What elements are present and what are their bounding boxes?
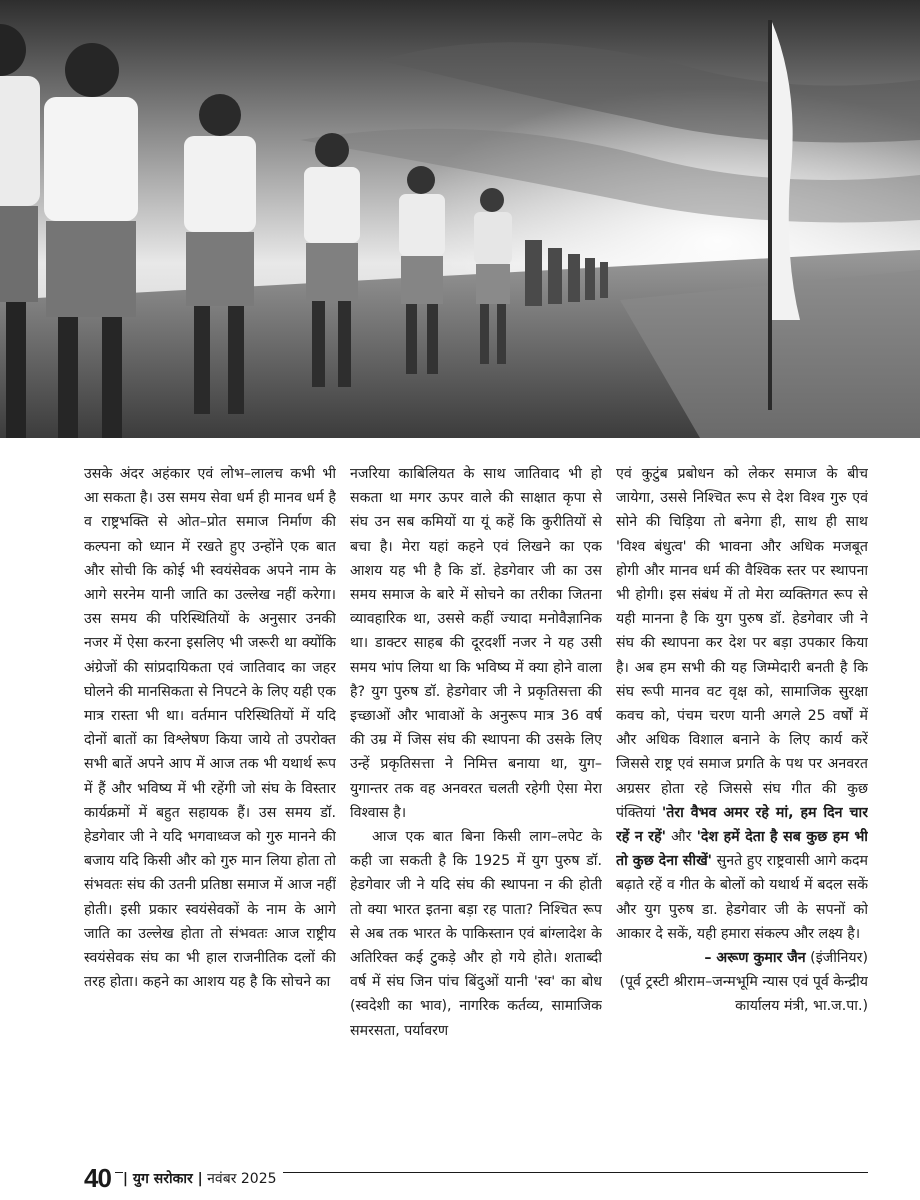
article-columns	[84, 462, 868, 1154]
article-text: एवं कुटुंब प्रबोधन को लेकर समाज के बीच जायेगा, उससे निश्चित रूप से देश विश्व गुरु एवं सोने की चिड़िया तो बनेगा ही, साथ ही साथ 'विश्व बंधुत्व' की भावना और अधिक मजबूत होगी और मानव धर्म की वैश्विक स्तर पर स्थापना भी होगी। इस संबंध में तो मेरा व्यक्तिगत रूप से यही मानना है कि युग पुरुष डॉ. हेडगेवार जी ने संघ की स्थापना कर देश पर बड़ा उपकार किया है। अब हम सभी की यह जिम्मेदारी बनती है कि संघ रूपी मानव वट वृक्ष को, सामाजिक सुरक्षा कवच को, पंचम चरण यानी अगले 25 वर्षों में और अधिक विशाल बनाने के लिए कार्य करें जिससे राष्ट्र एवं समाज प्रगति के पथ पर अनवरत अग्रसर होता रहे जिससे संघ गीत की कुछ पंक्तियां	[616, 466, 868, 821]
page-number: 40	[84, 1163, 115, 1194]
header-photo	[0, 0, 920, 438]
author-signature	[616, 946, 868, 970]
article-text: और	[666, 829, 697, 846]
article-paragraph: नजरिया काबिलियत के साथ जातिवाद भी हो सकता था मगर ऊपर वाले की साक्षात कृपा से संघ उन सब कमियों या यूं कहें कि कुरीतियों से बचा है। मेरा यहां कहने एवं लिखने का एक आशय यह भी है कि डॉ. हेडगेवार जी का उस समय समाज के बारे में सोचने का तरीका जितना व्यावहारिक था, उससे कहीं ज्यादा मनोवैज्ञानिक था। डाक्टर साहब की दूरदर्शी नजर ने यह उसी समय भांप लिया था कि भविष्य में क्या होने वाला है? युग पुरुष डॉ. हेडगेवार जी ने प्रकृतिसत्ता की इच्छाओं और भावाओं के अनुरूप मात्र 36 वर्ष की उम्र में जिस संघ की स्थापना की उसके लिए उन्हें प्रकृतिसत्ता ने निमित्त बनाया था, युग–युगान्तर तक वह अनवरत चलती रहेगी ऐसा मेरा विश्वास है।	[350, 466, 602, 821]
publication-name: | युग सरोकार |	[122, 1170, 203, 1187]
article-column-2	[350, 462, 602, 1154]
article-column-1	[84, 462, 336, 1154]
issue-date: नवंबर 2025	[207, 1170, 277, 1187]
page-footer	[84, 1158, 283, 1198]
article-paragraph: उसके अंदर अहंकार एवं लोभ–लालच कभी भी आ सकता है। उस समय सेवा धर्म ही मानव धर्म है व राष्ट्रभक्ति से ओत–प्रोत समाज निर्माण की कल्पना को ध्यान में रखते हुए उन्होंने एक बात और सोची कि कोई भी स्वयंसेवक अपने नाम के आगे सरनेम यानी जाति का उल्लेख नहीं करेगा। उस समय की परिस्थितियों के अनुसार उनकी नजर में ऐसा करना इसलिए भी जरूरी था क्योंकि अंग्रेजों की सांप्रदायिकता एवं जातिवाद का जहर घोलने की मानसिकता से निपटने के लिए यही एक मात्र रास्ता भी था। वर्तमान परिस्थितियों में यदि दोनों बातों का विश्लेषण किया जाये तो उपरोक्त सभी बातें अपने आप में आज तक भी यथार्थ रूप में हैं और भविष्य में भी रहेंगी जो संघ के विस्तार कार्यक्रमों में बहुत सहायक हैं। उस समय डॉ. हेडगेवार जी ने यदि भगवाध्वज को गुरु मानने की बजाय यदि किसी और को गुरु मान लिया होता तो संभवतः संघ की उतनी प्रतिष्ठा समाज में आज नहीं होती। इसी प्रकार स्वयंसेवकों के नाम के आगे जाति का उल्लेख होता तो संभवतः आज राष्ट्रीय स्वयंसेवक संघ का भी हाल राजनीतिक दलों की तरह होता। कहने का आशय यह है कि सोचने का	[84, 466, 336, 991]
footer-info	[123, 1169, 283, 1188]
article-column-3	[616, 462, 868, 1154]
song-quote-1: 'तेरा वैभव अमर रहे मां, हम दिन चार रहें न रहें'	[616, 804, 868, 846]
author-role: (इंजीनियर)	[810, 950, 868, 967]
article-text: सुनते हुए राष्ट्रवासी आगे कदम बढ़ाते रहें व गीत के बोलों को यथार्थ में बदल सकें और युग पुरुष डा. हेडगेवार जी के सपनों को आकार दे सकें, यही हमारा संकल्प और लक्ष्य है।	[616, 853, 868, 942]
marching-volunteers-photo	[0, 0, 920, 438]
author-description: (पूर्व ट्रस्टी श्रीराम–जन्मभूमि न्यास एवं पूर्व केन्द्रीय कार्यालय मंत्री, भा.ज.पा.)	[619, 974, 868, 1015]
author-name: – अरूण कुमार जैन	[704, 950, 806, 967]
article-paragraph: आज एक बात बिना किसी लाग–लपेट के कही जा सकती है कि 1925 में युग पुरुष डॉ. हेडगेवार जी ने यदि संघ की स्थापना न की होती तो क्या भारत इतना बड़ा रह पाता? निश्चित रूप से अब तक भारत के पाकिस्तान एवं बांग्लादेश के अतिरिक्त कई टुकड़े और हो गये होते। शताब्दी वर्ष में संघ जिन पांच बिंदुओं यानी 'स्व' का बोध (स्वदेशी का भाव), नागरिक कर्तव्य, सामाजिक समरसता, पर्यावरण	[350, 829, 602, 1039]
article-paragraph	[616, 462, 868, 946]
song-quote-2: 'देश हमें देता है सब कुछ हम भी तो कुछ देना सीखें'	[616, 829, 868, 870]
